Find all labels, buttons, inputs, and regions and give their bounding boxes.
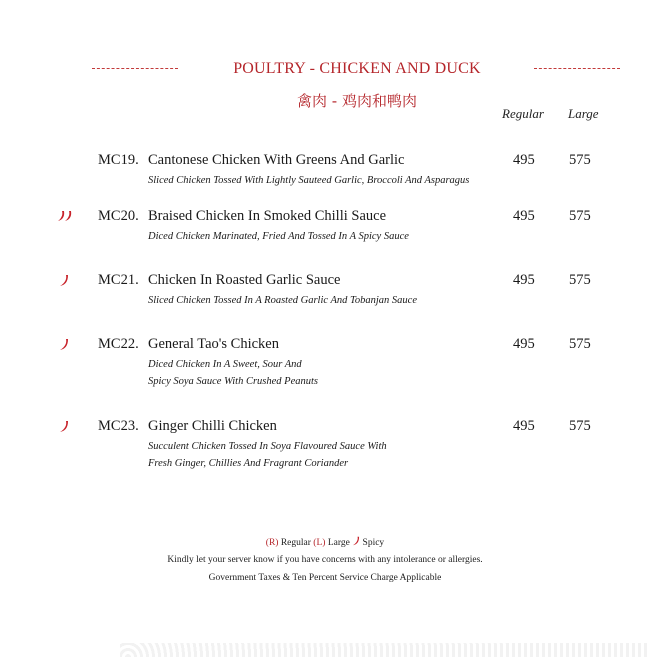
- price-regular: 495: [513, 272, 535, 288]
- item-code: MC20.: [98, 208, 139, 224]
- column-header-large: Large: [568, 106, 599, 121]
- chili-icon: [56, 210, 74, 222]
- legend-large-code: (L): [313, 538, 326, 548]
- item-name: Cantonese Chicken With Greens And Garlic: [148, 152, 405, 168]
- item-description: Sliced Chicken Tossed In A Roasted Garlic And Tobanjan Sauce: [148, 295, 418, 306]
- item-name: General Tao's Chicken: [148, 336, 279, 352]
- item-name: Ginger Chilli Chicken: [148, 418, 277, 434]
- item-description: Sliced Chicken Tossed With Lightly Sauteed Garlic, Broccoli And Asparagus: [148, 175, 470, 186]
- item-description: Diced Chicken In A Sweet, Sour And Spicy Soya Sauce With Crushed Peanuts: [148, 359, 319, 387]
- price-large: 575: [569, 152, 591, 168]
- item-name: Braised Chicken In Smoked Chilli Sauce: [148, 208, 387, 224]
- item-code: MC22.: [98, 336, 139, 352]
- price-regular: 495: [513, 418, 535, 434]
- legend-regular-label: Regular: [280, 538, 311, 548]
- item-description: Succulent Chicken Tossed In Soya Flavoured Sauce With Fresh Ginger, Chillies And Fragrant Coriander: [148, 441, 387, 469]
- legend: [0, 536, 650, 548]
- item-name: Chicken In Roasted Garlic Sauce: [148, 272, 341, 288]
- chili-icon: [59, 274, 69, 287]
- item-code: MC21.: [98, 272, 139, 288]
- price-regular: 495: [513, 152, 535, 168]
- column-header-regular: Regular: [502, 106, 544, 121]
- item-description: Diced Chicken Marinated, Fried And Tossed In A Spicy Sauce: [148, 231, 409, 242]
- price-large: 575: [569, 272, 591, 288]
- chili-icon: [59, 338, 69, 351]
- price-regular: 495: [513, 208, 535, 224]
- legend-regular-code: (R): [265, 538, 279, 548]
- price-large: 575: [569, 336, 591, 352]
- tax-note: Government Taxes & Ten Percent Service Charge Applicable: [208, 573, 442, 583]
- section-title: POULTRY - CHICKEN AND DUCK: [233, 60, 481, 77]
- price-regular: 495: [513, 336, 535, 352]
- section-subtitle-chinese: 禽肉 - 鸡肉和鸭肉: [297, 92, 417, 110]
- decorative-border-pattern: [120, 643, 650, 657]
- item-code: MC23.: [98, 418, 139, 434]
- item-code: MC19.: [98, 152, 139, 168]
- chili-icon: [59, 420, 69, 433]
- legend-spicy-label: Spicy: [362, 538, 385, 548]
- legend-large-label: Large: [327, 538, 350, 548]
- chili-icon: [352, 536, 360, 546]
- price-large: 575: [569, 208, 591, 224]
- allergy-note: Kindly let your server know if you have concerns with any intolerance or allergies.: [167, 555, 483, 565]
- price-large: 575: [569, 418, 591, 434]
